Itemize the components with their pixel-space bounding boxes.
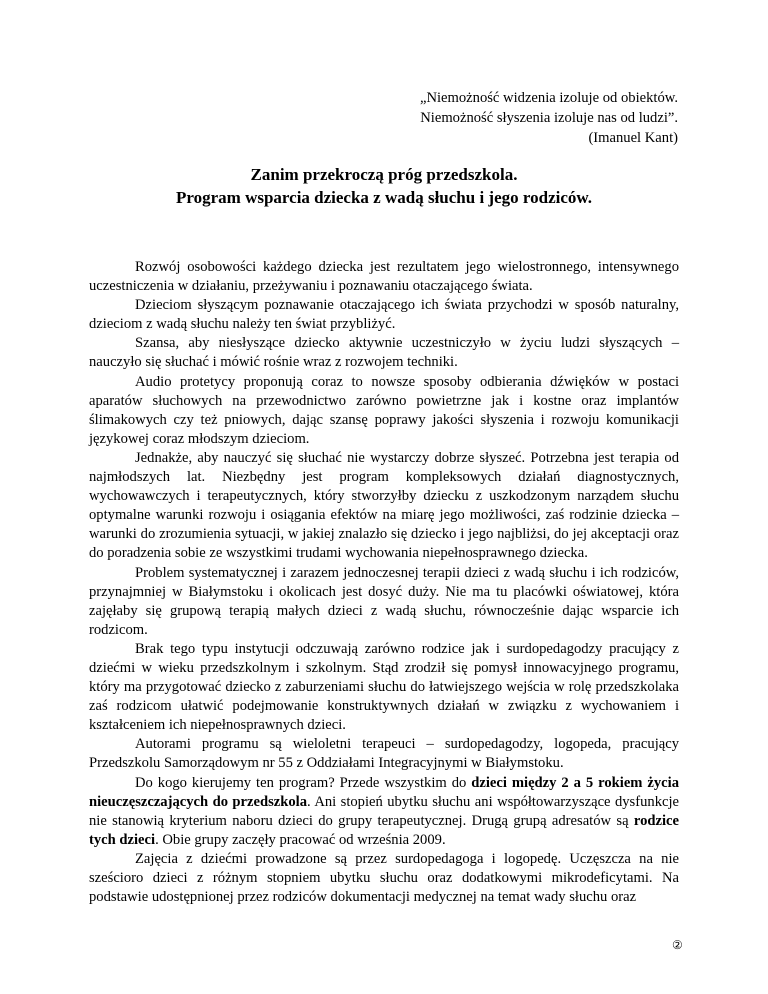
epigraph-line-1: „Niemożność widzenia izoluje od obiektów. bbox=[419, 90, 678, 106]
epigraph bbox=[420, 88, 678, 148]
paragraph-5: Jednakże, aby nauczyć się słuchać nie wystarczy dobrze słyszeć. Potrzebna jest terapia od najmłodszych lat. Niezbędny jest program kompleksowych działań diagnostycznych, wychowawczych i terapeutycznych, który stworzyłby dziecku z uszkodzonym narządem słuchu optymalne warunki rozwoju i osiągania efektów na miarę jego możliwości, zaś rodzinie dziecka – warunki do zrozumienia sytuacji, w jakiej znalazło się dziecko i jego najbliżsi, do jej akceptacji oraz do poradzenia sobie ze wszystkimi trudami wychowania niepełnosprawnego dziecka. bbox=[89, 449, 679, 562]
paragraph-9-text-a: Do kogo kierujemy ten program? Przede wszystkim do bbox=[135, 774, 472, 791]
paragraph-6: Problem systematycznej i zarazem jednoczesnej terapii dzieci z wadą słuchu i ich rodziców, przynajmniej w Białymstoku i okolicach jest dosyć duży. Nie ma tu placówki oświatowej, która zajęłaby się grupową terapią małych dzieci z wadą słuchu, równocześnie dając wsparcie ich rodzicom. bbox=[89, 564, 679, 638]
target-children-emphasis: dzieci między 2 a 5 rokiem życia nieuczęszczających do przedszkola bbox=[89, 774, 680, 810]
paragraph-2: Dzieciom słyszącym poznawanie otaczającego ich świata przychodzi w sposób naturalny, dzieciom z wadą słuchu należy ten świat przybliżyć. bbox=[89, 297, 679, 333]
epigraph-line-2: Niemożność słyszenia izoluje nas od ludzi”. bbox=[420, 110, 678, 126]
page-number: ② bbox=[672, 938, 683, 952]
document-body bbox=[89, 258, 679, 907]
target-parents-emphasis: rodzice tych dzieci bbox=[89, 812, 679, 848]
epigraph-author: (Imanuel Kant) bbox=[588, 130, 678, 146]
title-line-2: Program wsparcia dziecka z wadą słuchu i jego rodziców. bbox=[175, 188, 592, 207]
document-title bbox=[0, 163, 768, 209]
paragraph-7: Brak tego typu instytucji odczuwają zarówno rodzice jak i surdopedagodzy pracujący z dziećmi w wieku przedszkolnym i szkolnym. Stąd zrodził się pomysł innowacyjnego programu, który ma przygotować dziecko z zaburzeniami słuchu do łatwiejszego wejścia w rolę przedszkolaka zaś rodzicom ułatwić podejmowanie konstruktywnych działań w związku z wychowaniem i kształceniem ich niepełnosprawnych dzieci. bbox=[89, 640, 679, 734]
title-line-1: Zanim przekroczą próg przedszkola. bbox=[250, 165, 518, 184]
paragraph-9-text-e: . Obie grupy zaczęły pracować od września 2009. bbox=[155, 831, 446, 848]
paragraph-8: Autorami programu są wieloletni terapeuci – surdopedagodzy, logopeda, pracujący Przedszkolu Samorządowym nr 55 z Oddziałami Integracyjnymi w Białymstoku. bbox=[89, 736, 679, 772]
paragraph-4: Audio protetycy proponują coraz to nowsze sposoby odbierania dźwięków w postaci aparatów słuchowych na przewodnictwo zarówno powietrzne jak i kostne oraz implantów ślimakowych czy też pniowych, dając szansę poprawy jakości słyszenia i rozwoju komunikacji językowej coraz młodszym dzieciom. bbox=[89, 373, 679, 447]
paragraph-1: Rozwój osobowości każdego dziecka jest rezultatem jego wielostronnego, intensywnego uczestniczenia w działaniu, przeżywaniu i poznawaniu otaczającego świata. bbox=[89, 259, 679, 295]
paragraph-3: Szansa, aby niesłyszące dziecko aktywnie uczestniczyło w życiu ludzi słyszących – nauczyło się słuchać i mówić rośnie wraz z rozwojem techniki. bbox=[89, 335, 679, 371]
paragraph-10: Zajęcia z dziećmi prowadzone są przez surdopedagoga i logopedę. Uczęszcza na nie sześcioro dzieci z różnym stopniem ubytku słuchu oraz dodatkowymi mikrodeficytami. Na podstawie udostępnionej przez rodziców dokumentacji medycznej na temat wady słuchu oraz bbox=[89, 850, 679, 906]
paragraph-9-text-c: . Ani stopień ubytku słuchu ani współtowarzyszące dysfunkcje nie stanowią kryterium naboru dzieci do grupy terapeutycznej. Drugą grupą adresatów są bbox=[89, 793, 679, 829]
paragraph-9 bbox=[89, 774, 679, 850]
